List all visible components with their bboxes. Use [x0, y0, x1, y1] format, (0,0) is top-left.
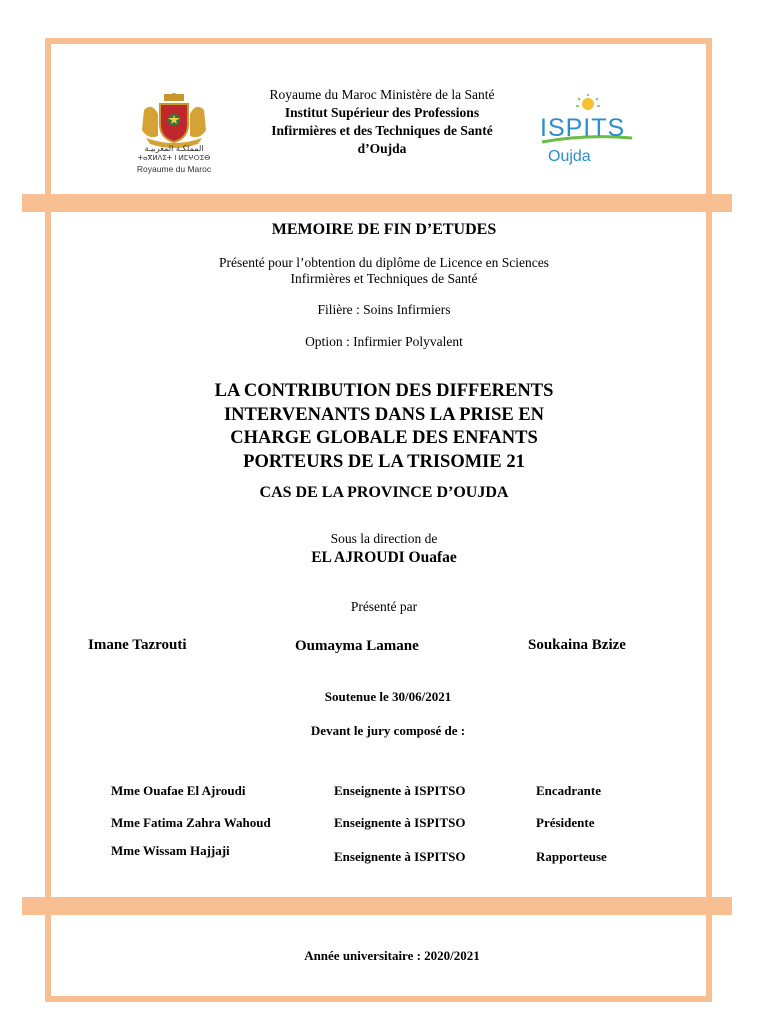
jury-position-2: Enseignente à ISPITSO: [334, 815, 466, 830]
presented-line-1: Présenté pour l’obtention du diplôme de Licence en Sciences: [219, 255, 549, 270]
royaume-tifinagh: ⵜⴰⴳⵍⴷⵉⵜ ⵏ ⵍⵎⵖⵔⵉⴱ: [137, 154, 211, 162]
jury-name-2: Mme Fatima Zahra Wahoud: [111, 815, 271, 830]
thesis-title-line: LA CONTRIBUTION DES DIFFERENTS: [214, 381, 554, 401]
thesis-title-line: INTERVENANTS DANS LA PRISE EN: [223, 404, 545, 425]
header-band: [22, 194, 732, 212]
frame-top: [45, 38, 712, 44]
frame-right: [706, 38, 712, 1002]
author-1: Imane Tazrouti: [88, 637, 187, 653]
frame-left: [45, 38, 51, 1002]
memoire-title: MEMOIRE DE FIN D’ETUDES: [271, 221, 497, 238]
ispits-name: ISPITS: [540, 114, 626, 142]
director-name: EL AJROUDI Ouafae: [311, 549, 457, 566]
frame-bottom: [45, 996, 712, 1002]
jury-role-3: Rapporteuse: [536, 849, 607, 864]
header-line-3: Infirmières et des Techniques de Santé: [271, 123, 493, 138]
thesis-title-line: PORTEURS DE LA TRISOMIE 21: [243, 451, 525, 472]
royaume-caption: Royaume du Maroc: [136, 164, 212, 174]
footer-band: [22, 897, 732, 915]
ispits-logo: [536, 94, 636, 174]
academic-year: Année universitaire : 2020/2021: [304, 948, 480, 963]
header-line-1: Royaume du Maroc Ministère de la Santé: [269, 87, 495, 102]
thesis-subtitle: CAS DE LA PROVINCE D’OUJDA: [259, 484, 509, 501]
jury-position-3: Enseignente à ISPITSO: [334, 849, 466, 864]
jury-name-3: Mme Wissam Hajjaji: [111, 843, 230, 858]
ispits-city: Oujda: [548, 148, 591, 165]
jury-name-1: Mme Ouafae El Ajroudi: [111, 783, 246, 798]
presented-line-2: Infirmières et Techniques de Santé: [290, 271, 478, 286]
header-line-2: Institut Supérieur des Professions: [284, 105, 480, 120]
thesis-title-line: CHARGE GLOBALE DES ENFANTS: [230, 428, 538, 448]
filiere-line: Filière : Soins Infirmiers: [317, 302, 451, 317]
jury-position-1: Enseignente à ISPITSO: [334, 783, 466, 798]
header-line-4: d’Oujda: [357, 141, 407, 156]
thesis-title: [140, 380, 628, 474]
jury-role-1: Encadrante: [536, 783, 601, 798]
presented-by-label: Présenté par: [350, 599, 418, 614]
direction-label: Sous la direction de: [330, 531, 438, 546]
author-3: Soukaina Bzize: [528, 637, 626, 653]
option-line: Option : Infirmier Polyvalent: [305, 334, 463, 349]
jury-role-2: Présidente: [536, 815, 595, 830]
institution-header: [200, 86, 564, 158]
author-2: Oumayma Lamane: [295, 638, 419, 654]
defense-date: Soutenue le 30/06/2021: [324, 689, 452, 704]
royaume-arabic: المملكـة المغربيـة: [144, 144, 204, 153]
jury-intro: Devant le jury composé de :: [310, 723, 466, 738]
